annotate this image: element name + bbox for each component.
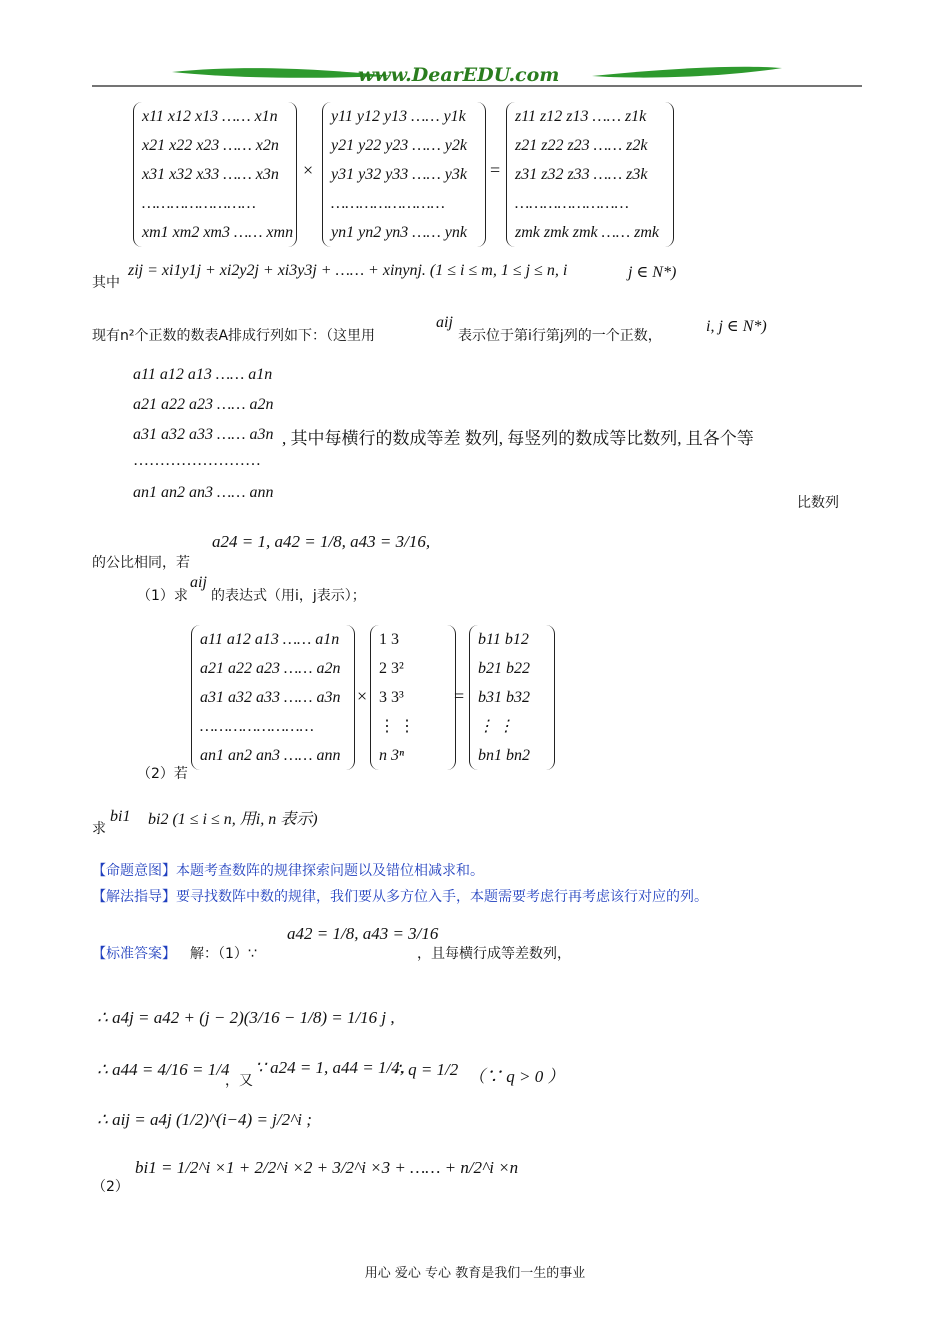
- matrix-row: y11 y12 y13 …… y1k: [331, 108, 466, 125]
- matrix-row: x11 x12 x13 …… x1n: [142, 108, 278, 125]
- matrix-row: x31 x32 x33 …… x3n: [142, 166, 279, 183]
- matrix-row: an1 an2 an3 …… ann: [200, 747, 341, 764]
- matrix-row: n 3ⁿ: [379, 747, 405, 764]
- zij-tail: j ∈ N*): [628, 264, 677, 281]
- matrix-m: [370, 625, 456, 770]
- matrix-row: b21 b22: [478, 660, 530, 677]
- solution-line-2d: ∴ q = 1/2: [393, 1060, 459, 1079]
- matrix-a: [191, 625, 355, 770]
- row3-tail: , 其中每横行的数成等差 数列, 每竖列的数成等比数列, 且各个等: [282, 429, 754, 448]
- matrix-row: ……………………: [331, 195, 445, 212]
- matrix-row: zmk zmk zmk …… zmk: [515, 224, 659, 241]
- label-qiu: 求: [92, 821, 106, 837]
- matrix-row: 2 3²: [379, 660, 404, 677]
- matrix-row: ⋮ ⋮: [478, 718, 514, 735]
- aij-symbol: aij: [436, 314, 453, 331]
- label-bishulie: 比数列: [797, 495, 839, 511]
- footer-text: 用心 爱心 专心 教育是我们一生的事业: [364, 1266, 586, 1281]
- question-2: （2）若: [137, 766, 188, 782]
- matrix-b: [469, 625, 555, 770]
- solution-line-2b: ，又: [225, 1073, 253, 1089]
- solution-start: 解：（1）∵: [190, 946, 257, 962]
- matrix-row: y21 y22 y23 …… y2k: [331, 137, 467, 154]
- table-row-1: a11 a12 a13 …… a1n: [133, 366, 273, 383]
- matrix-row: a11 a12 a13 …… a1n: [200, 631, 340, 648]
- given-values-2: a42 = 1/8, a43 = 3/16: [287, 924, 439, 943]
- site-name: www.DearEDU.com: [358, 64, 560, 86]
- equals-sign: =: [490, 160, 501, 180]
- given-values: a24 = 1, a42 = 1/8, a43 = 3/16,: [212, 532, 431, 551]
- matrix-row: z11 z12 z13 …… z1k: [515, 108, 647, 125]
- matrix-row: z21 z22 z23 …… z2k: [515, 137, 648, 154]
- times-sign: ×: [303, 160, 314, 180]
- note-jiefa: 【解法指导】要寻找数阵中数的规律，我们要从多方位入手，本题需要考虑行再考虑该行对应的列。: [92, 889, 708, 905]
- intro-text-c: i, j ∈ N*): [706, 318, 767, 335]
- equals-sign: =: [454, 686, 465, 706]
- matrix-z: [506, 102, 674, 247]
- intro-text-a: 现有n²个正数的数表A排成行列如下：（这里用: [92, 328, 376, 344]
- note-biaozhun: 【标准答案】: [92, 946, 176, 962]
- matrix-row: b31 b32: [478, 689, 530, 706]
- question-1-b: 的表达式（用i，j表示）；: [211, 588, 366, 604]
- matrix-x: [133, 102, 297, 247]
- matrix-row: ……………………: [200, 718, 314, 735]
- matrix-row: x21 x22 x23 …… x2n: [142, 137, 279, 154]
- matrix-row: 3 3³: [379, 689, 404, 706]
- table-row-2: a21 a22 a23 …… a2n: [133, 396, 274, 413]
- label-gongbi: 的公比相同，若: [92, 555, 190, 571]
- solution-line-4: bi1 = 1/2^i ×1 + 2/2^i ×2 + 3/2^i ×3 + …… + n/2^i ×n: [135, 1158, 519, 1177]
- matrix-row: ……………………: [515, 195, 629, 212]
- table-dots: ……………………: [133, 452, 261, 469]
- matrix-row: yn1 yn2 yn3 …… ynk: [331, 224, 467, 241]
- matrix-row: bn1 bn2: [478, 747, 530, 764]
- note-mingti: 【命题意图】本题考查数阵的规律探索问题以及错位相减求和。: [92, 863, 484, 879]
- solution-qie: ，且每横行成等差数列，: [417, 946, 571, 962]
- solution-line-2a: ∴ a44 = 4/16 = 1/4: [97, 1060, 230, 1079]
- solution-line-2e: （∵ q > 0 ）: [468, 1067, 565, 1086]
- solution-line-3: ∴ aij = a4j (1/2)^(i−4) = j/2^i ;: [97, 1110, 312, 1129]
- matrix-row: xm1 xm2 xm3 …… xmn: [142, 224, 294, 241]
- solution-line-1: ∴ a4j = a42 + (j − 2)(3/16 − 1/8) = 1/16 j ,: [97, 1008, 395, 1027]
- matrix-y: [322, 102, 486, 247]
- intro-text-b: 表示位于第i行第j列的一个正数，: [458, 328, 662, 344]
- zij-formula: zij = xi1y1j + xi2y2j + xi3y3j + …… + xinynj. (1 ≤ i ≤ m, 1 ≤ j ≤ n, i: [128, 262, 568, 279]
- matrix-row: z31 z32 z33 …… z3k: [515, 166, 648, 183]
- matrix-row: ⋮ ⋮: [379, 718, 415, 735]
- label-qizhong: 其中: [92, 275, 120, 291]
- times-sign: ×: [357, 686, 368, 706]
- matrix-row: ……………………: [142, 195, 256, 212]
- matrix-row: y31 y32 y33 …… y3k: [331, 166, 467, 183]
- matrix-row: a31 a32 a33 …… a3n: [200, 689, 341, 706]
- aij-symbol-2: aij: [190, 574, 207, 591]
- matrix-row: 1 3: [379, 631, 399, 648]
- matrix-row: a21 a22 a23 …… a2n: [200, 660, 341, 677]
- table-row-n: an1 an2 an3 …… ann: [133, 484, 274, 501]
- matrix-row: b11 b12: [478, 631, 529, 648]
- table-row-3: a31 a32 a33 …… a3n: [133, 426, 274, 443]
- bi1-symbol: bi1: [110, 808, 131, 825]
- bi2-text: bi2 (1 ≤ i ≤ n, 用i, n 表示): [148, 811, 318, 828]
- solution-line-2c: ∵ a24 = 1, a44 = 1/4,: [255, 1058, 404, 1077]
- solution-part-2: （2）: [92, 1179, 129, 1195]
- question-1-a: （1）求: [137, 588, 188, 604]
